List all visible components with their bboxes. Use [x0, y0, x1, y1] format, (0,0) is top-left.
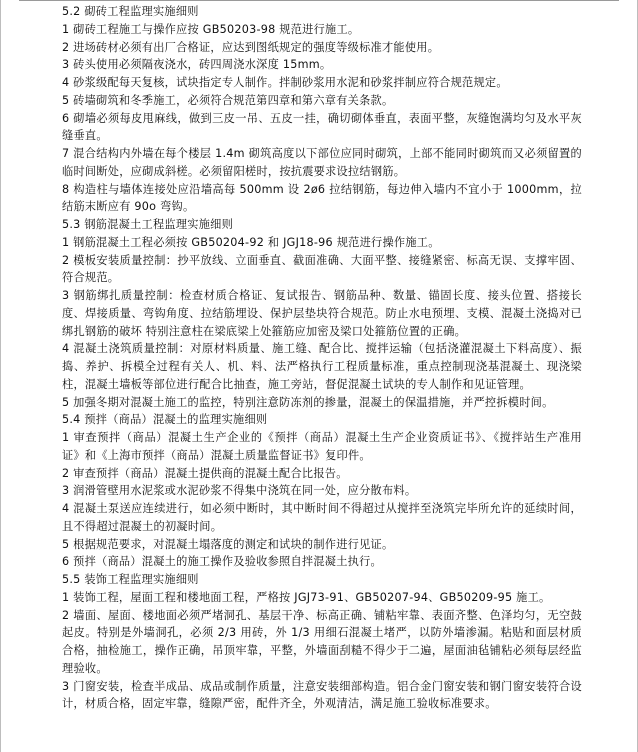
list-item: 3 钢筋绑扎质量控制：检查材质合格证、复试报告、钢筋品种、数量、锚固长度、接头位置、搭接长度、焊接质量、弯钩角度、拉结筋埋设、保护层垫块符合规范。防止水电预埋、支模、混凝土浇捣对已绑扎钢筋的破坏 特别注意柱在梁底梁上处箍筋应加密及梁口处箍筋位置的正确。 — [62, 289, 582, 338]
list-item: 4 混凝土泵送应连续进行，如必须中断时，其中断时间不得超过从搅拌至浇筑完毕所允许的延续时间，且不得超过混凝土的初凝时间。 — [62, 502, 582, 533]
list-item: 3 门窗安装，检查半成品、成品或制作质量，注意安装细部构造。铝合金门窗安装和钢门窗安装符合设计，材质合格，固定牢靠，缝隙严密，配件齐全，外观清洁，满足施工验收标准要求。 — [62, 679, 582, 711]
list-item: 1 钢筋混凝土工程必须按 GB50204-92 和 JGJ18-96 规范进行操作施工。 — [62, 235, 440, 249]
list-item: 3 润滑管壁用水泥浆或水泥砂浆不得集中浇筑在同一处，应分散布料。 — [62, 484, 417, 498]
section-heading-5-3: 5.3 钢筋混凝土工程监理实施细则 — [62, 218, 234, 231]
list-item: 5 根据规范要求，对混凝土塌落度的测定和试块的制作进行见证。 — [62, 537, 394, 551]
section-heading-5-5: 5.5 装饰工程监理实施细则 — [62, 573, 199, 586]
list-item: 2 审查预拌（商品）混凝土提供商的混凝土配合比报告。 — [62, 466, 348, 480]
list-item: 7 混合结构内外墙在每个楼层 1.4m 砌筑高度以下部位应同时砌筑，上部不能同时砌筑而又必须留置的临时间断处，应砌成斜槎。必须留阳槎时，按抗震要求设拉结钢筋。 — [62, 147, 582, 178]
top-border-line — [19, 0, 619, 1]
list-item: 5 砖墙砌筑和冬季施工，必须符合规范第四章和第六章有关条款。 — [62, 93, 394, 107]
list-item: 4 混凝土浇筑质量控制：对原材料质量、施工缝、配合比、搅拌运输（包括浇灌混凝土下料高度）、振捣、养护、拆模全过程有关人、机、料、法严格执行工程质量标准，重点控制现浇基混凝土、现浇梁柱，混凝土墙板等部位进行配合比抽查，施工旁站，督促混凝土试块的专人制作和见证管理。 — [62, 342, 582, 391]
list-item: 6 预拌（商品）混凝土的施工操作及验收参照自拌混凝土执行。 — [62, 555, 382, 569]
list-item: 2 墙面、屋面、楼地面必须严堵洞孔、基层干净、标高正确、铺粘牢靠、表面齐整、色泽均匀，无空鼓起皮。特别是外墙洞孔，必须 2/3 用砖，外 1/3 用细石混凝土堵严，以防外墙渗漏。粘贴和面层材质合格，抽检施工，操作正确，吊顶牢靠，平整，外墙面刮糙不得少于二遍，屋面油毡铺粘必须每层经监理验收。 — [62, 608, 582, 675]
list-item: 1 审查预拌（商品）混凝土生产企业的《预拌（商品）混凝土生产企业资质证书》、《搅拌站生产准用证》和《上海市预拌（商品）混凝土质量监督证书》复印件。 — [62, 431, 582, 462]
list-item: 8 构造柱与墙体连接处应沿墙高每 500mm 设 2ø6 拉结钢筋，每边伸入墙内不宜小于 1000mm，拉结筋末断应有 90o 弯钩。 — [62, 182, 582, 214]
list-item: 1 砌砖工程施工与操作应按 GB50203-98 规范进行施工。 — [62, 22, 360, 36]
list-item: 1 装饰工程，屋面工程和楼地面工程，严格按 JGJ73-91、GB50207-94、GB50209-95 施工。 — [62, 590, 551, 604]
list-item: 3 砖头使用必须隔夜浇水，砖四周浇水深度 15mm。 — [62, 58, 332, 72]
list-item: 5 加强冬期对混凝土施工的监控，特别注意防冻剂的掺量，混凝土的保温措施，并严控拆模时间。 — [62, 395, 554, 409]
list-item: 6 砌墙必须每皮甩麻线，做到三皮一吊、五皮一挂，确切砌体垂直，表面平整，灰缝饱满均匀及水平灰缝垂直。 — [62, 111, 582, 143]
list-item: 2 模板安装质量控制：抄平放线、立面垂直、截面准确、大面平整、接缝紧密、标高无误、支撑牢固、符合规范。 — [62, 253, 582, 285]
document-body — [62, 3, 582, 713]
list-item: 2 进场砖材必须有出厂合格证，应达到图纸规定的强度等级标准才能使用。 — [62, 40, 440, 54]
list-item: 4 砂浆级配每天复核，试块指定专人制作。拌制砂浆用水泥和砂浆拌制应符合规范规定。 — [62, 76, 508, 89]
section-heading-5-2: 5.2 砌砖工程监理实施细则 — [62, 5, 199, 18]
section-heading-5-4: 5.4 预拌（商品）混凝土的监理实施细则 — [62, 413, 268, 427]
